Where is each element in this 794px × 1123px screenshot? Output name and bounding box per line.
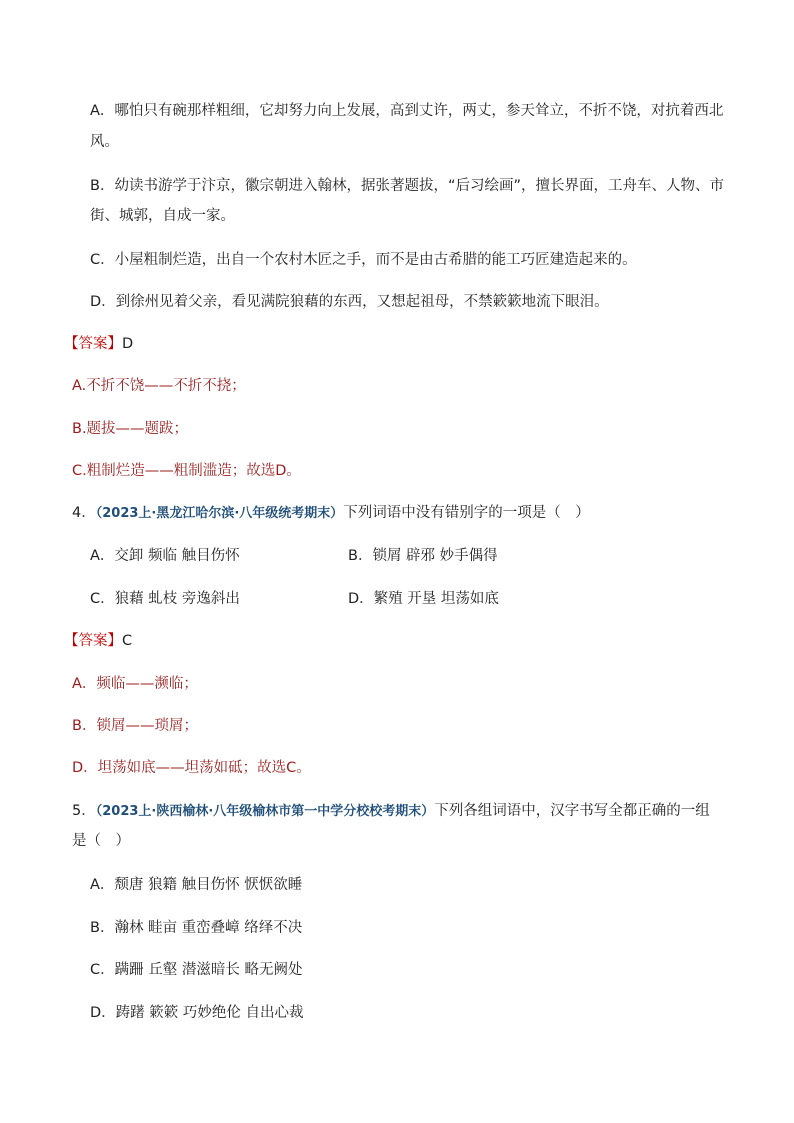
question-source: （2023上·黑龙江哈尔滨·八年级统考期末） xyxy=(95,506,344,521)
q3-explanation-a: A.不折不饶——不折不挠； xyxy=(72,378,246,394)
question-source: （2023上·陕西榆林·八年级榆林市第一中学分校校考期末） xyxy=(95,804,435,819)
q3-option-b-line2: 街、城郭，自成一家。 xyxy=(90,208,235,224)
q4-explanation-b: B．锁屑——琐屑； xyxy=(72,718,198,734)
q4-option-b: B．锁屑 辟邪 妙手偶得 xyxy=(348,548,498,564)
q4-stem xyxy=(72,503,590,524)
answer-value: C xyxy=(122,633,133,649)
q5-option-c: C．蹒跚 丘壑 潜滋暗长 略无阙处 xyxy=(90,962,303,978)
q4-option-a: A．交卸 频临 触目伤怀 xyxy=(90,548,240,564)
q5-option-a: A．颓唐 狼籍 触目伤怀 恹恹欲睡 xyxy=(90,877,303,893)
q3-answer xyxy=(64,334,133,354)
q3-explanation-c: C.粗制烂造——粗制滥造；故选D。 xyxy=(72,463,301,479)
q5-option-b: B．瀚林 畦亩 重峦叠嶂 络绎不决 xyxy=(90,920,303,936)
answer-value: D xyxy=(122,336,134,352)
q3-explanation-b: B.题拔——题跋； xyxy=(72,421,189,437)
q3-option-b-line1: B．幼读书游学于汴京，徽宗朝进入翰林，据张著题拔，“后习绘画”，擅长界面，工舟车、人物、市 xyxy=(90,178,724,194)
q3-option-a-line2: 风。 xyxy=(90,134,119,150)
q5-option-d: D．踌躇 簌簌 巧妙绝伦 自出心裁 xyxy=(90,1005,304,1021)
q3-option-c: C．小屋粗制烂造，出自一个农村木匠之手，而不是由古希腊的能工巧匠建造起来的。 xyxy=(90,252,637,268)
q4-explanation-d: D．坦荡如底——坦荡如砥；故选C。 xyxy=(72,760,311,776)
q3-option-a-line1: A．哪怕只有碗那样粗细，它却努力向上发展，高到丈许，两丈，参天耸立，不折不饶，对抗着西北 xyxy=(90,103,724,119)
q5-stem-line2: 是（ ） xyxy=(72,833,130,849)
q4-explanation-a: A．频临——濒临； xyxy=(72,676,198,692)
q3-option-d: D．到徐州见着父亲，看见满院狼藉的东西，又想起祖母，不禁簌簌地流下眼泪。 xyxy=(90,294,609,310)
question-number: 4． xyxy=(72,505,96,521)
q5-stem-line1 xyxy=(72,801,710,822)
question-text: 下列各组词语中，汉字书写全都正确的一组 xyxy=(434,803,710,819)
question-number: 5． xyxy=(72,803,96,819)
q4-answer xyxy=(64,631,132,651)
q4-option-d: D．繁殖 开垦 坦荡如底 xyxy=(348,591,499,607)
answer-label: 【答案】 xyxy=(64,336,122,352)
q4-option-c: C．狼藉 虬枝 旁逸斜出 xyxy=(90,591,240,607)
question-text: 下列词语中没有错别字的一项是（ ） xyxy=(343,505,590,521)
answer-label: 【答案】 xyxy=(64,633,122,649)
